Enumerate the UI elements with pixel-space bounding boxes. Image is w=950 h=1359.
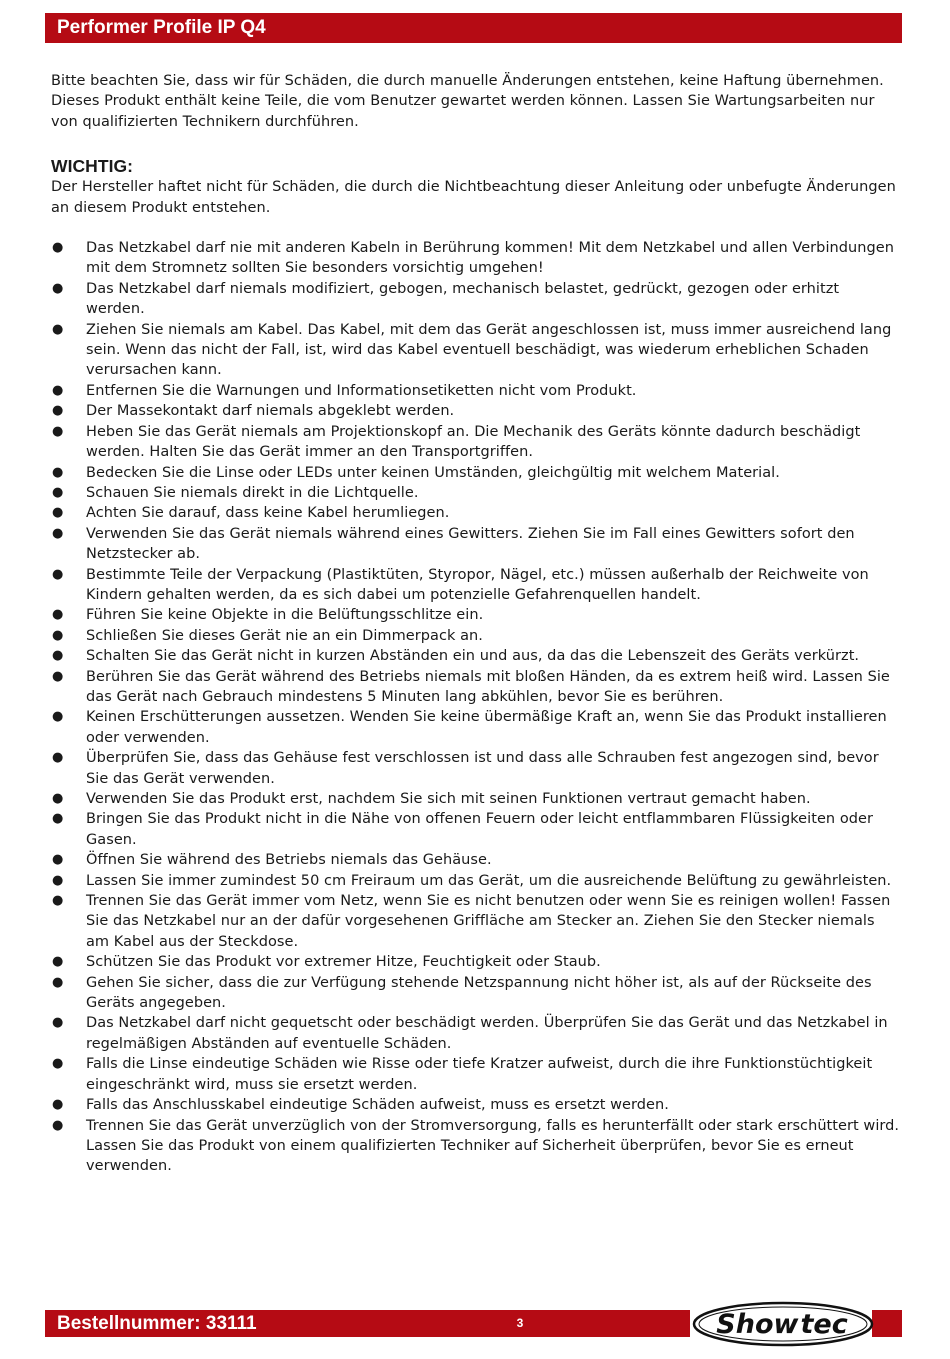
bullet-dot-icon: ● xyxy=(52,872,64,888)
safety-bullet-item xyxy=(51,605,901,625)
safety-bullet-item xyxy=(51,667,901,708)
bullet-dot-icon: ● xyxy=(52,954,64,970)
safety-bullet-item xyxy=(51,238,901,279)
safety-bullet-item xyxy=(51,381,901,401)
bullet-text: Bringen Sie das Produkt nicht in die Nähe von offenen Feuern oder leicht entflammbaren Flüssigkeiten oder Gasen. xyxy=(86,811,873,848)
important-text: Der Hersteller haftet nicht für Schäden, die durch die Nichtbeachtung dieser Anleitung oder unbefugte Änderungen an diesem Produkt entstehen. xyxy=(51,179,896,216)
bullet-dot-icon: ● xyxy=(52,464,64,480)
bullet-text: Schließen Sie dieses Gerät nie an ein Dimmerpack an. xyxy=(86,627,483,644)
safety-bullet-item xyxy=(51,871,901,891)
bullet-text: Verwenden Sie das Gerät niemals während eines Gewitters. Ziehen Sie im Fall eines Gewitters sofort den Netzstecker ab. xyxy=(86,525,855,563)
safety-bullet-item xyxy=(51,789,901,809)
document-title: Performer Profile IP Q4 xyxy=(57,17,266,38)
bullet-text: Ziehen Sie niemals am Kabel. Das Kabel, mit dem das Gerät angeschlossen ist, muss immer ausreichend lang sein. Wenn das nicht der Fall, ist, wird das Kabel eventuell beschädigt, was wiederum erheblichen Schaden verursachen kann. xyxy=(86,321,892,379)
safety-bullet-item xyxy=(51,524,901,565)
page-number: 3 xyxy=(516,1316,524,1330)
bullet-dot-icon: ● xyxy=(52,525,64,541)
bullet-text: Entfernen Sie die Warnungen und Informationsetiketten nicht vom Produkt. xyxy=(86,382,637,399)
bullet-dot-icon: ● xyxy=(52,607,64,623)
bullet-text: Falls das Anschlusskabel eindeutige Schäden aufweist, muss es ersetzt werden. xyxy=(86,1097,669,1114)
order-number: Bestellnummer: 33111 xyxy=(57,1313,257,1334)
bullet-text: Schützen Sie das Produkt vor extremer Hitze, Feuchtigkeit oder Staub. xyxy=(86,954,601,971)
safety-bullet-item xyxy=(51,401,901,421)
bullet-dot-icon: ● xyxy=(52,893,64,909)
safety-bullet-item xyxy=(51,952,901,972)
safety-bullet-item xyxy=(51,1095,901,1115)
bullet-text: Führen Sie keine Objekte in die Belüftungsschlitze ein. xyxy=(86,607,484,624)
bullet-text: Das Netzkabel darf niemals modifiziert, gebogen, mechanisch belastet, gedrückt, gezogen oder erhitzt werden. xyxy=(86,280,840,318)
bullet-text: Das Netzkabel darf nicht gequetscht oder beschädigt werden. Überprüfen Sie das Gerät und das Netzkabel in regelmäßigen Abständen auf eventuelle Schäden. xyxy=(86,1015,888,1052)
safety-bullet-item xyxy=(51,646,901,666)
safety-bullet-item xyxy=(51,809,901,850)
bullet-dot-icon: ● xyxy=(52,852,64,868)
bullet-text: Falls die Linse eindeutige Schäden wie Risse oder tiefe Kratzer aufweist, durch die ihre Funktionstüchtigkeit eingeschränkt wird, muss sie ersetzt werden. xyxy=(86,1056,873,1093)
footer-bar xyxy=(45,1310,690,1337)
safety-bullet-item xyxy=(51,483,901,503)
bullet-dot-icon: ● xyxy=(52,1015,64,1031)
page-content xyxy=(51,71,901,1177)
bullet-dot-icon: ● xyxy=(52,484,64,500)
safety-bullet-item xyxy=(51,503,901,523)
bullet-dot-icon: ● xyxy=(52,321,64,337)
bullet-dot-icon: ● xyxy=(52,627,64,643)
bullet-text: Berühren Sie das Gerät während des Betriebs niemals mit bloßen Händen, da es extrem heiß wird. Lassen Sie das Gerät nach Gebrauch mindestens 5 Minuten lang abkühlen, bevor Sie es berühren. xyxy=(86,668,890,705)
intro-paragraph-2: Dieses Produkt enthält keine Teile, die vom Benutzer gewartet werden können. Lassen Sie Wartungsarbeiten nur von qualifizierten Technikern durchführen. xyxy=(51,93,875,130)
bullet-dot-icon: ● xyxy=(52,280,64,296)
bullet-dot-icon: ● xyxy=(52,750,64,766)
bullet-text: Öffnen Sie während des Betriebs niemals das Gehäuse. xyxy=(86,852,492,869)
safety-bullet-item xyxy=(51,1013,901,1054)
safety-bullet-item xyxy=(51,422,901,463)
header-bar xyxy=(45,13,902,43)
bullet-dot-icon: ● xyxy=(52,974,64,990)
svg-text:Showtec: Showtec xyxy=(716,1309,848,1340)
footer-bar-end xyxy=(872,1310,902,1337)
safety-bullet-item xyxy=(51,1054,901,1095)
safety-bullet-item xyxy=(51,320,901,381)
safety-bullet-item xyxy=(51,279,901,320)
bullet-dot-icon: ● xyxy=(52,240,64,256)
safety-bullet-item xyxy=(51,626,901,646)
bullet-dot-icon: ● xyxy=(52,648,64,664)
bullet-text: Keinen Erschütterungen aussetzen. Wenden Sie keine übermäßige Kraft an, wenn Sie das Produkt installieren oder verwenden. xyxy=(86,709,887,746)
bullet-text: Das Netzkabel darf nie mit anderen Kabeln in Berührung kommen! Mit dem Netzkabel und allen Verbindungen mit dem Stromnetz sollten Sie besonders vorsichtig umgehen! xyxy=(86,240,894,277)
bullet-text: Schalten Sie das Gerät nicht in kurzen Abständen ein und aus, da das die Lebenszeit des Geräts verkürzt. xyxy=(86,648,860,665)
bullet-dot-icon: ● xyxy=(52,811,64,827)
bullet-text: Heben Sie das Gerät niemals am Projektionskopf an. Die Mechanik des Geräts könnte dadurch beschädigt werden. Halten Sie das Gerät immer an den Transportgriffen. xyxy=(86,423,861,461)
bullet-text: Der Massekontakt darf niemals abgeklebt werden. xyxy=(86,403,455,420)
safety-bullet-item xyxy=(51,850,901,870)
bullet-dot-icon: ● xyxy=(52,382,64,398)
bullet-dot-icon: ● xyxy=(52,403,64,419)
bullet-text: Trennen Sie das Gerät unverzüglich von der Stromversorgung, falls es herunterfällt oder stark erschüttert wird. Lassen Sie das Produkt von einem qualifizierten Techniker auf Sicherheit überprüfen, bevor Sie es erneut verwenden. xyxy=(86,1117,900,1175)
safety-bullet-item xyxy=(51,1116,901,1177)
safety-bullet-item xyxy=(51,463,901,483)
bullet-dot-icon: ● xyxy=(52,566,64,582)
safety-bullet-list xyxy=(51,238,901,1177)
bullet-text: Gehen Sie sicher, dass die zur Verfügung stehende Netzspannung nicht höher ist, als auf der Rückseite des Geräts angegeben. xyxy=(86,974,872,1012)
safety-bullet-item xyxy=(51,565,901,606)
bullet-dot-icon: ● xyxy=(52,505,64,521)
bullet-dot-icon: ● xyxy=(52,791,64,806)
bullet-dot-icon: ● xyxy=(52,1056,64,1072)
bullet-dot-icon: ● xyxy=(52,423,64,439)
safety-bullet-item xyxy=(51,891,901,952)
important-heading: WICHTIG: xyxy=(51,156,134,177)
bullet-text: Schauen Sie niemals direkt in die Lichtquelle. xyxy=(86,484,419,501)
bullet-text: Trennen Sie das Gerät immer vom Netz, wenn Sie es nicht benutzen oder wenn Sie es reinigen wollen! Fassen Sie das Netzkabel nur an der dafür vorgesehenen Griffläche am Stecker an. Ziehen Sie den Stecker niemals am Kabel aus der Steckdose. xyxy=(86,893,891,950)
bullet-dot-icon: ● xyxy=(52,1117,64,1133)
bullet-text: Verwenden Sie das Produkt erst, nachdem Sie sich mit seinen Funktionen vertraut gemacht haben. xyxy=(86,791,811,807)
bullet-text: Lassen Sie immer zumindest 50 cm Freiraum um das Gerät, um die ausreichende Belüftung zu gewährleisten. xyxy=(86,872,892,889)
safety-bullet-item xyxy=(51,748,901,789)
intro-paragraph-1: Bitte beachten Sie, dass wir für Schäden, die durch manuelle Änderungen entstehen, keine Haftung übernehmen. xyxy=(51,73,884,89)
bullet-text: Überprüfen Sie, dass das Gehäuse fest verschlossen ist und dass alle Schrauben fest angezogen sind, bevor Sie das Gerät verwenden. xyxy=(86,750,879,787)
bullet-dot-icon: ● xyxy=(52,668,64,684)
safety-bullet-item xyxy=(51,973,901,1014)
bullet-dot-icon: ● xyxy=(52,1097,64,1113)
bullet-text: Bedecken Sie die Linse oder LEDs unter keinen Umständen, gleichgültig mit welchem Material. xyxy=(86,464,780,481)
showtec-logo xyxy=(692,1301,874,1347)
bullet-text: Bestimmte Teile der Verpackung (Plastiktüten, Styropor, Nägel, etc.) müssen außerhalb der Reichweite von Kindern gehalten werden, da es sich dabei um potenzielle Gefahrenquellen handelt. xyxy=(86,566,869,603)
bullet-dot-icon: ● xyxy=(52,709,64,725)
bullet-text: Achten Sie darauf, dass keine Kabel herumliegen. xyxy=(86,505,450,522)
safety-bullet-item xyxy=(51,707,901,748)
